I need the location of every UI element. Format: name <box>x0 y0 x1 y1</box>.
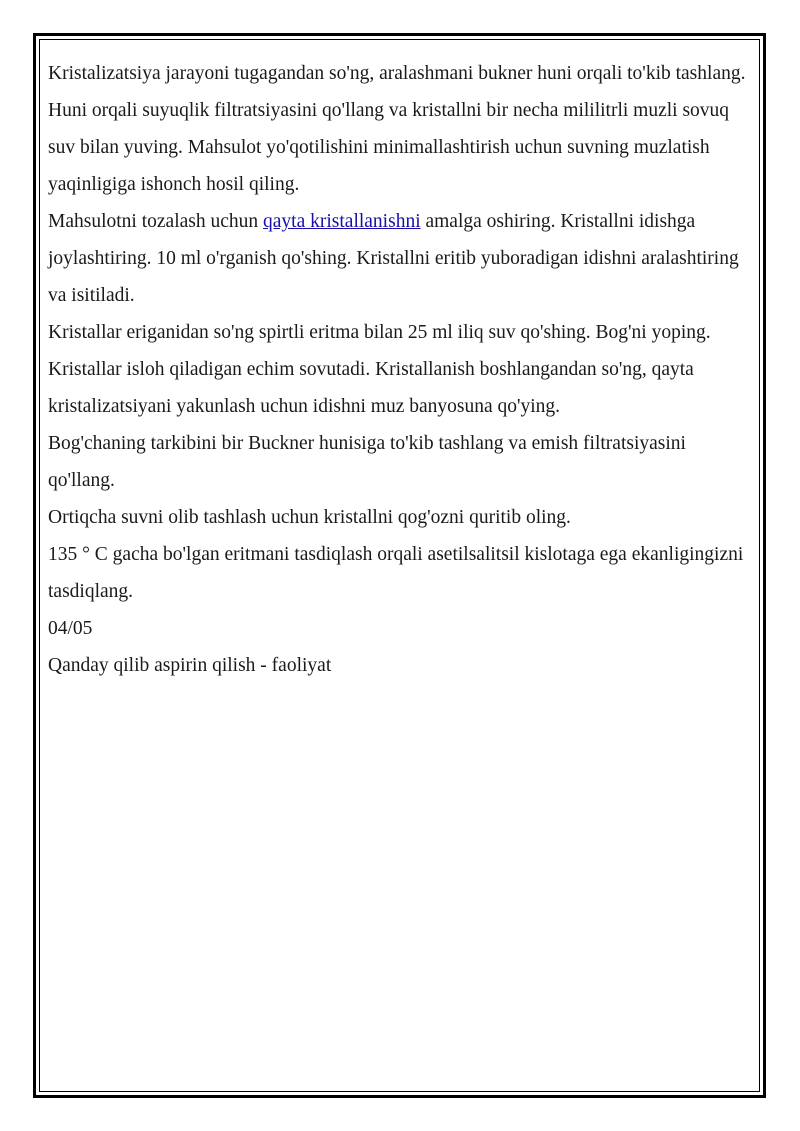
paragraph-drying: Ortiqcha suvni olib tashlash uchun kristallni qog'ozni quritib oling. <box>48 507 571 528</box>
paragraph-buckner-funnel: Bog'chaning tarkibini bir Buckner hunisiga to'kib tashlang va emish filtratsiyasini qo'llang. <box>48 433 686 491</box>
paragraph-recrystallization-end: amalga oshiring. Kristallni idishga joylashtiring. 10 ml o'rganish qo'shing. Kristallni eritib yuboradigan idishni aralashtiring va isitiladi. <box>48 211 739 306</box>
recrystallization-link[interactable]: qayta kristallanishni <box>263 211 421 232</box>
paragraph-suction-filtration: Huni orqali suyuqlik filtratsiyasini qo'llang va kristallni bir necha mililitrli muzli sovuq suv bilan yuving. Mahsulot yo'qotilishini minimallashtirish uchun suvning muzlatish yaqinligiga ishonch hosil qiling. <box>48 100 730 195</box>
paragraph-recrystallization <box>48 203 748 314</box>
paragraph-ice-bath: Kristallar eriganidan so'ng spirtli eritma bilan 25 ml iliq suv qo'shing. Bog'ni yoping. Kristallar isloh qiladigan echim sovutadi. Kristallanish boshlangandan so'ng, qayta kristalizatsiyani yakunlash uchun idishni muz banyosuna qo'ying. <box>48 322 711 417</box>
paragraph-confirmation: 135 ° C gacha bo'lgan eritmani tasdiqlash orqali asetilsalitsil kislotaga ega ekanligingizni tasdiqlang. <box>48 544 744 602</box>
page-number: 04/05 <box>48 618 93 639</box>
paragraph-recrystallization-start: Mahsulotni tozalash uchun <box>48 211 264 232</box>
next-section-title: Qanday qilib aspirin qilish - faoliyat <box>48 655 332 676</box>
paragraph-filter-intro: Kristalizatsiya jarayoni tugagandan so'ng, aralashmani bukner huni orqali to'kib tashlang. <box>48 63 746 84</box>
document-body <box>48 55 748 684</box>
